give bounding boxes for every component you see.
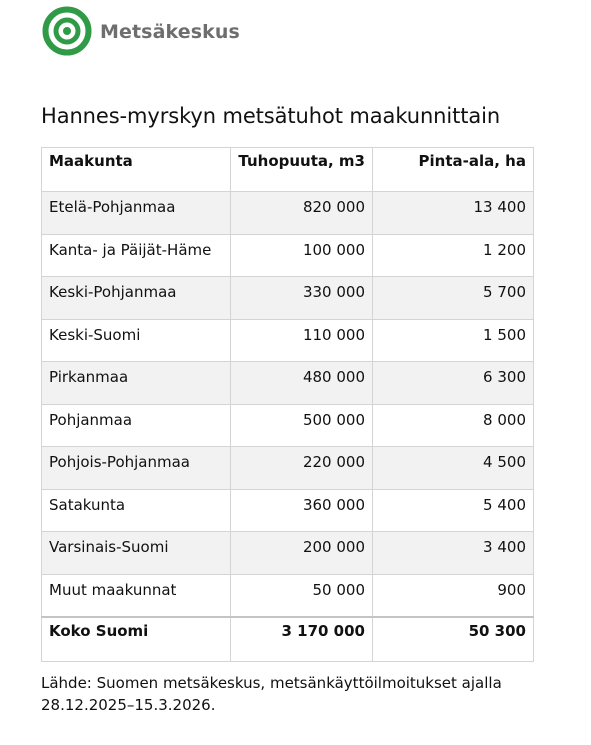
area-cell: 1 500 xyxy=(373,319,534,362)
region-cell: Keski-Suomi xyxy=(42,319,231,362)
region-cell: Pirkanmaa xyxy=(42,362,231,405)
table-row xyxy=(42,234,534,277)
total-area-cell: 50 300 xyxy=(373,617,534,662)
column-header-region: Maakunta xyxy=(42,148,231,192)
storm-damage-table xyxy=(41,147,534,662)
source-line-1: Lähde: Suomen metsäkeskus, metsänkäyttöilmoitukset ajalla xyxy=(41,674,502,692)
area-cell: 3 400 xyxy=(373,532,534,575)
region-cell: Etelä-Pohjanmaa xyxy=(42,192,231,235)
volume-cell: 360 000 xyxy=(231,489,373,532)
volume-cell: 820 000 xyxy=(231,192,373,235)
source-line-2: 28.12.2025–15.3.2026. xyxy=(41,696,216,714)
table-total-row xyxy=(42,617,534,662)
brand-name: Metsäkeskus xyxy=(100,21,240,43)
total-volume-cell: 3 170 000 xyxy=(231,617,373,662)
region-cell: Kanta- ja Päijät-Häme xyxy=(42,234,231,277)
region-cell: Varsinais-Suomi xyxy=(42,532,231,575)
volume-cell: 200 000 xyxy=(231,532,373,575)
region-cell: Pohjanmaa xyxy=(42,404,231,447)
area-cell: 4 500 xyxy=(373,447,534,490)
area-cell: 1 200 xyxy=(373,234,534,277)
table-header-row xyxy=(42,148,534,192)
volume-cell: 50 000 xyxy=(231,574,373,617)
area-cell: 5 400 xyxy=(373,489,534,532)
volume-cell: 220 000 xyxy=(231,447,373,490)
page-title: Hannes-myrskyn metsätuhot maakunnittain xyxy=(41,104,501,128)
region-cell: Keski-Pohjanmaa xyxy=(42,277,231,320)
area-cell: 13 400 xyxy=(373,192,534,235)
volume-cell: 480 000 xyxy=(231,362,373,405)
column-header-volume: Tuhopuuta, m3 xyxy=(231,148,373,192)
metsakeskus-logo-icon xyxy=(42,6,92,56)
area-cell: 6 300 xyxy=(373,362,534,405)
region-cell: Satakunta xyxy=(42,489,231,532)
table-row xyxy=(42,404,534,447)
volume-cell: 100 000 xyxy=(231,234,373,277)
volume-cell: 500 000 xyxy=(231,404,373,447)
volume-cell: 330 000 xyxy=(231,277,373,320)
table-row xyxy=(42,489,534,532)
area-cell: 8 000 xyxy=(373,404,534,447)
area-cell: 900 xyxy=(373,574,534,617)
total-label-cell: Koko Suomi xyxy=(42,617,231,662)
table-row xyxy=(42,532,534,575)
source-note xyxy=(41,672,541,716)
brand-logo xyxy=(42,5,240,57)
table-body xyxy=(42,192,534,662)
area-cell: 5 700 xyxy=(373,277,534,320)
region-cell: Muut maakunnat xyxy=(42,574,231,617)
column-header-area: Pinta-ala, ha xyxy=(373,148,534,192)
table-row xyxy=(42,362,534,405)
region-cell: Pohjois-Pohjanmaa xyxy=(42,447,231,490)
table-row xyxy=(42,192,534,235)
volume-cell: 110 000 xyxy=(231,319,373,362)
table-row xyxy=(42,277,534,320)
table-row xyxy=(42,447,534,490)
table-row xyxy=(42,574,534,617)
table-row xyxy=(42,319,534,362)
